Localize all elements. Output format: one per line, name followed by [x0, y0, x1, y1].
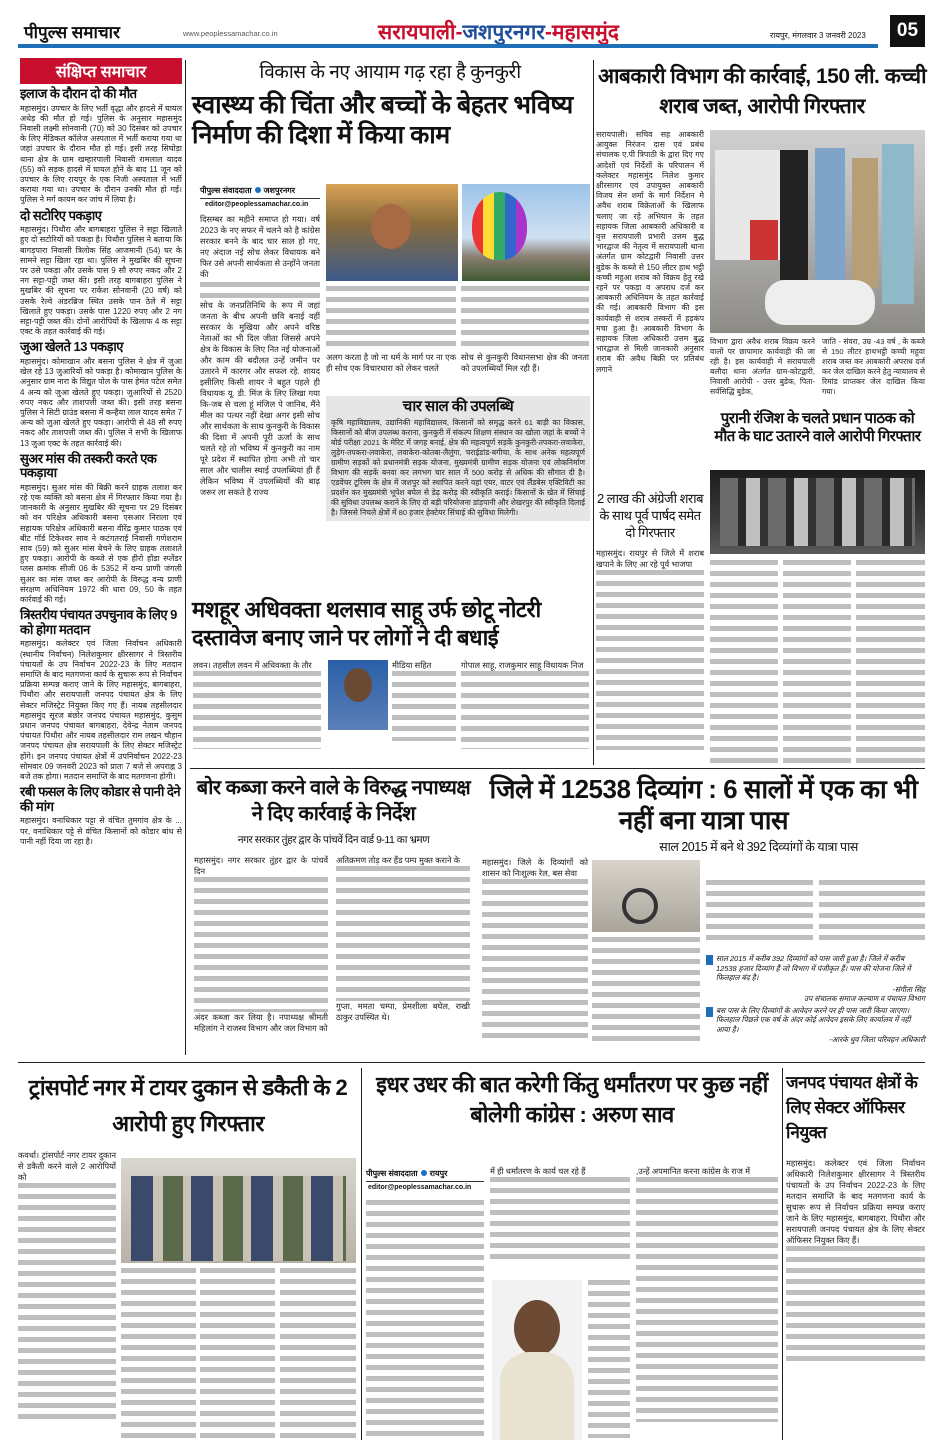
article-text: महासमुंद। नगर सरकार तुंहर द्वार के पांचवें दिन	[194, 856, 328, 876]
brief-headline: जुआ खेलते 13 पकड़ाए	[20, 339, 123, 355]
column-divider	[593, 60, 594, 765]
brief-body: महासमुंद। पिथौरा और बागबाहरा पुलिस ने सट्टा खिलाते हुए दो सटोरियों को पकड़ा है। पिथौरा पुलिस ने बताया कि बागड़पारा निवासी त्रिलोक सिंह आजमानी (54) घर के सामने सट्टा खिला रहा था। पुलिस ने मुखबिर की सूचना पर उसे पकड़ा और उसके पास 9 सौ रुपए नकद और 2 नग सट्टा-पट्टी जब्त की। इसी तरह बागबाहरा पुलिस ने मुखबिर की सूचना पर राकेश सोनवानी (20 वर्ष) को उसके रेल्वे अंडरब्रिज स्थित उसके पान ठेले में सट्टा खिलाते हुए पकड़ा। उसके पास 1220 रुपए और 2 नग सट्टा-पट्टी जब्त की। दोनों आरोपियों के खिलाफ 4 क सट्टा एक्ट के तहत कार्रवाई की गई।	[20, 225, 182, 337]
box-title: चार साल की उपलब्धि	[402, 398, 514, 415]
text-placeholder	[193, 671, 321, 749]
photo-caption: जाति - संवरा, उम्र -43 वर्ष , के कब्जे से 150 लीटर हाथभट्ठी कच्ची महुवा शराब जब्त कर आबकारी अपराध दर्ज कर जेल दाखिल करने हेतु न्यायालय से रिमांड प्राप्तकर जेल दाखिल किया गया।	[822, 337, 925, 396]
photo-caption: विभाग द्वारा अवैध शराब विक्रय करने वालों पर छापामार कार्यवाही की जा रही है। इस कार्यवाही मे सरायपाली बलौदा थाना अंतर्गत ग्राम-कोटद्वारी, निवासी आरोपी - उत्तर बुडेक, पिता- सर्वसिद्धि बुडेक,	[710, 337, 815, 396]
article-text: महासमुंद। रायपुर से जिले में शराब खपाने के लिए आ रहे पूर्व भाजपा	[596, 549, 704, 569]
article-body	[461, 660, 589, 749]
article-body	[200, 214, 320, 498]
newspaper-logo: पीपुल्स समाचार	[24, 23, 121, 42]
text-placeholder	[336, 866, 470, 1001]
byline	[366, 1168, 484, 1182]
photo-mla	[326, 184, 458, 281]
byline	[200, 185, 320, 199]
section-divider	[18, 1062, 925, 1063]
brief-headline: इलाज के दौरान दो की मौत	[20, 86, 137, 101]
bore-headline: बोर कब्जा करने वाले के विरुद्ध नपाध्यक्ष ने दिए कार्रवाई के निर्देश	[196, 777, 471, 825]
bore-subhead: नगर सरकार तुंहर द्वार के पांचवें दिन वार्ड 9-11 का भ्रमण	[237, 834, 430, 846]
edition-title	[378, 18, 619, 46]
article-body	[336, 855, 470, 1023]
photo-accused	[121, 1158, 356, 1263]
quote-text: साल 2015 में करीब 392 दिव्यांगों को पास जारी हुआ है। जिले में करीब 12538 हजार दिव्यांग हैं जो विभाग में पंजीकृत हैं। पास की योजना जिले में फिलहाल बंद है।	[716, 954, 911, 982]
article-text: ,उन्हें अपमानित करना कांग्रेस के राज में	[636, 1167, 751, 1176]
brief-body: महासमुंद। कलेक्टर एवं जिला निर्वाचन अधिकारी (स्थानीय निर्वाचन) निलेशकुमार क्षीरसागर ने त्रिस्तरीय पंचायतों के उप निर्वाचन 2022-23 के लिए मतदान समाप्ति के बाद मतगणना कार्य के सुचारू रूप से निर्वाचन प्रक्रिया सम्पन्न कराए जाने के लिए महासमुंद, बागबाहरा, पिथौरा और सरायपाली जनपद पंचायत क्षेत्र के लिए सेक्टर मजिस्ट्रेट नियुक्त किए गए हैं। नायब तहसीलदार महासमुंद सूरज बंछोर जनपद पंचायत महासमुंद, कुसुम प्रधान जनपद पंचायत बागबाहरा, देवेन्द्र नेताम जनपद पंचायत पिथौरा और नायब तहसीलदार राम लखन चौहान जनपद पंचायत क्षेत्र सरायपाली के लिए सेक्टर मजिस्ट्रेट होंगे। इन जनपद पंचायत क्षेत्रों में उपनिर्वाचन 2022-23 सोमवार 09 जनवरी 2023 को प्रातः 7 बजे से अपराह्न 3 बजे तक होगा। मतदान समाप्ति के बाद मतगणना होगी।	[20, 639, 182, 781]
text-placeholder	[856, 560, 925, 764]
dot-icon	[421, 1170, 427, 1176]
text-placeholder	[18, 1183, 116, 1423]
text-placeholder	[482, 879, 588, 1039]
text-placeholder	[200, 282, 320, 298]
text-placeholder	[326, 286, 456, 352]
byline-place: जशपुरनगर	[263, 186, 296, 195]
article-body	[194, 855, 328, 1034]
kunkuri-kicker: विकास के नए आयाम गढ़ रहा है कुनकुरी	[259, 62, 521, 83]
brief-item	[20, 785, 182, 847]
text-placeholder	[636, 1177, 778, 1422]
column-divider	[782, 1068, 783, 1440]
brief-column	[20, 58, 182, 847]
text-placeholder	[200, 1268, 275, 1438]
excise-headline: आबकारी विभाग की कार्रवाई, 150 ली. कच्ची शराब जब्त, आरोपी गिरफ्तार	[597, 65, 927, 118]
text-placeholder	[490, 1177, 630, 1265]
text-placeholder	[280, 1268, 356, 1438]
text-placeholder	[366, 1200, 484, 1438]
photo-balloon	[462, 184, 590, 281]
divyang-subhead: साल 2015 में बने थे 392 दिव्यांगों के यात्रा पास	[659, 840, 858, 854]
article-text: दिसम्बर का महीने समाप्त हो गया। वर्ष 2023 के नए सफर में चलने को है कांग्रेस सरकार बनने के बाद चार साल हो गए, नए अंदाज नई सोच लेकर विधायक बने फिर उसे अपनी सार्थकता से उन्होंने जनता की	[200, 215, 320, 279]
email-link[interactable]: editor@peoplessamachar.co.in	[205, 201, 309, 208]
brief-item	[20, 608, 182, 782]
brief-body: महासमुंद। वनाधिकार पट्टा से वंचित तुमगांव क्षेत्र के ... पर, वनाधिकार पट्टे से वंचित किसानों को कोडार बांध से पानी नहीं दिया जा रहा है।	[20, 816, 182, 846]
divyang-headline: जिले में 12538 दिव्यांग : 6 सालों में एक का भी नहीं बना यात्रा पास	[489, 774, 918, 835]
edition-title-part: -महासमुंद	[544, 21, 619, 44]
article-body	[326, 286, 456, 374]
quote-author: -आरके धुव जिला परिवहन अधिकारी	[829, 1035, 925, 1044]
article-text: लवन। तहसील लवन में अधिवक्ता के तौर	[193, 661, 312, 670]
article-text: मीडिया सहित	[392, 661, 432, 670]
dot-icon	[255, 187, 261, 193]
quote	[706, 1006, 925, 1035]
quote	[706, 954, 925, 983]
article-text: सोच से कुनकुरी विधानसभा क्षेत्र की जनता को उपलब्धियाँ मिल रही हैं।	[461, 353, 589, 373]
text-placeholder	[706, 880, 813, 946]
text-placeholder	[710, 560, 778, 764]
text-placeholder	[121, 1268, 196, 1438]
text-placeholder	[194, 877, 328, 1012]
photo-arrest	[710, 470, 925, 554]
liquor-headline: 2 लाख की अंग्रेजी शराब के साथ पूर्व पार्षद समेत दो गिरफ्तार	[596, 491, 704, 540]
article-text: कवर्धा। ट्रांसपोर्ट नगर टायर दुकान से डकैती करने वाले 2 आरोपियों को	[18, 1151, 116, 1182]
brief-item	[20, 452, 182, 606]
section-divider	[190, 768, 925, 769]
quote-role: उप संचालक समाज कल्याण व पंचायत विभाग	[804, 994, 925, 1003]
article-body: सरायपाली। सचिव सह आबकारी आयुक्त निरंजन दास एवं प्रबंध संचालक ए.पी त्रिपाठी के द्वारा दिए गए आदेशों एवं निर्देशों के परिपालन में कलेक्टर महासमुंद निलेश कुमार क्षीरसागर एवं उपायुक्त आबकारी विजय सेन शर्मा के मार्ग निर्देशन मे अवैध शराब विक्रेताओं के खिलाफ चलाए जा रहे अभियान के तहत सहायक जिला आबकारी अधिकारी व वृत्त सरायपाली प्रभारी उत्तम बुद्ध भारद्वाज की नेतृत्व में सरायपाली थाना अंतर्गत ग्राम कोटद्वारी निवासी उत्तर बुडेक के कब्जे से 150 लीटर हाथ भट्ठी कच्ची महुआ शराब को विक्रय हेतु रखे रहने पर पकड़ा व अपराध दर्ज कर आबकारी अधिनियम के तहत कार्रवाई की गई। आबकारी विभाग की इस कार्यवाही से शराब तस्करों में हड़कंप मचा हुआ है। आबकारी विभाग के सहायक जिला अधिकारी उत्तम बुद्ध भारद्वाज से मिली जानकारी अनुसार शराब की अवैध बिक्री पर प्रतिबंध लगाने	[596, 130, 704, 374]
article-body	[490, 1166, 630, 1265]
article-text: गुप्ता, ममता चम्पा, प्रेमशीला बघेल, राखी ठाकुर उपस्थित थे।	[336, 1002, 470, 1022]
byline-reporter: पीपुल्स संवाददाता	[200, 186, 252, 195]
brief-headline: त्रिस्तरीय पंचायत उपचुनाव के लिए 9 को होगा मतदान	[20, 607, 177, 637]
box-body: कृषि महाविद्यालय, उद्यानिकी महाविद्यालय, किसानों को समृद्ध करने 61 बाड़ी का विकास, किसानों को बीज उपलब्ध कराना, कुनकुरी में संकल्प शिक्षण संस्थान का खोला जहां के बच्चों ने बोर्ड परीक्षा 2021 के मेरिट में जगह बनाई, क्षेत्र की महत्वपूर्ण सड़कें कुनकुरी-तपकरा-लवाकेरा, लुड़ेग-तपकरा-लवाकेरा, लवाकेरा-कोतबा-लैलुंगा, चराईडांड-बगीचा, के साथ अनेक महत्वपूर्ण ग्रामीण सड़कों को प्रधानमंत्री सड़क योजना, मुख्यमंत्री ग्रामीण सड़क योजना एवं लोकनिर्माण विभाग की सड़कें बनवा कर लगभग चार साल में 500 करोड़ से अधिक की सौगात दी है। एडवेंचर टूरिस्म के क्षेत्र में जशपुर को स्थापित करने वहां एयर, वाटर एवं लैंडबेस एक्टिविटी का प्रदर्शन कर मुख्यमंत्री भूपेश बघेल से डेढ़ करोड़ की स्वीकृति कराई। किसानों के खेत में सिंचाई की सुविधा उपलब्ध कराने के लिए दो बड़ी परियोजना डांड़पानी और शेखरपुर की स्वीकृति दिलाई है। जिससे निचले क्षेत्रों में 80 हजार हेक्टेयर सिंचाई की सुविधा मिलेगी।	[331, 417, 585, 517]
photo-excise-raid	[710, 130, 925, 333]
edition-title-part: जशपुरनगर	[462, 21, 545, 44]
article-text: गोपाल साहू, राजकुमार साहू विधायक निज	[461, 661, 584, 670]
achievements-box	[326, 396, 590, 521]
quote-box	[706, 954, 925, 1045]
quote-icon	[706, 1007, 713, 1017]
text-placeholder	[592, 937, 700, 1047]
text-placeholder	[819, 880, 925, 946]
notary-headline: मशहूर अधिवक्ता थलसाव साहू उर्फ छोटू नोटरी दस्तावेज बनाए जाने पर लोगों ने दी बधाई	[192, 597, 541, 650]
brief-headline: रबी फसल के लिए कोडार से पानी देने की मांग	[20, 784, 181, 814]
quote-text: बस पास के लिए दिव्यांगों के आवेदन करने पर ही पास जारी किया जाएगा। फिलहाल पिछले एक वर्ष के अंदर कोई आवेदन इसके लिए कार्यालय में नहीं आया है।	[716, 1005, 911, 1034]
email-link[interactable]: editor@peoplessamachar.co.in	[368, 1184, 472, 1191]
brief-body: महासमुंद। उपचार के लिए भर्ती वृद्धा और हादसे में घायल अधेड़ की मौत हो गई। पुलिस के अनुसार महासमुंद निवासी लक्ष्मी सोनवानी (70) को 30 दिसंबर को उपचार के लिए मेडिकल कॉलेज अस्पताल में भर्ती कराया गया था जहां उपचार के दौरान मौत हो गई। इसी तरह सिघोड़ा थाना क्षेत्र के ग्राम खम्हारपाली निवासी रामलाल यादव (55) को सड़क हादसे में घायल होने के बाद 11 जून को उपचार के लिए रायपुर के एक निजी अस्पताल में भर्ती कराया गया था। उपचार के दौरान उनकी मौत हो गई। पुलिस ने मर्ग कायम कर जांच में लिया है।	[20, 103, 182, 205]
transport-headline: ट्रांसपोर्ट नगर में टायर दुकान से डकैती के 2 आरोपी हुए गिरफ्तार	[28, 1075, 348, 1136]
article-text: में ही धर्मांतरण के कार्य चल रहे हैं	[490, 1167, 586, 1176]
article-body	[461, 286, 589, 374]
photo-arun-sao	[492, 1280, 582, 1440]
brief-item	[20, 209, 182, 338]
article-text: अंदर कब्जा कर लिया है। नपाध्यक्ष श्रीमती महिलांग ने राजस्व विभाग और जल विभाग को	[194, 1013, 328, 1033]
article-text: महासमुंद। कलेक्टर एवं जिला निर्वाचन अधिकारी निलेशकुमार क्षीरसागर ने त्रिस्तरीय पंचायतों के उप निर्वाचन 2022-23 के लिए मतदान समाप्ति के बाद मतगणना कार्य के सुचारू रूप से निर्वाचन प्रक्रिया सम्पन्न कराए जाने के लिए महासमुंद, बागबाहरा, पिथौरा और सरायपाली जनपद पंचायत क्षेत्र के लिए सेक्टर ऑफिसर नियुक्त किए हैं।	[786, 1159, 925, 1245]
masthead	[18, 10, 925, 48]
kunkuri-headline: स्वास्थ्य की चिंता और बच्चों के बेहतर भविष्य निर्माण की दिशा में किया काम	[192, 91, 573, 149]
murder-headline: पुरानी रंजिश के चलते प्रधान पाठक को मौत के घाट उतारने वाले आरोपी गिरफ्तार	[714, 410, 921, 445]
brief-banner: संक्षिप्त समाचार	[20, 58, 182, 84]
text-placeholder	[392, 671, 456, 741]
page-number: 05	[890, 15, 925, 47]
photo-advocate	[328, 660, 388, 730]
masthead-rule	[18, 44, 878, 48]
article-text: सोच के जनप्रतिनिधि के रूप में जहां जनता के बीच अपनी छवि बनाई वहीं सरकार के मुखिया और अपने वरिष्ठ नेताओं का भी दिल जीता जिससे अपने क्षेत्र के विकास के लिए नित नई योजनाओं और काम की बदौलत उन्हें जमीन पर उतारने में कारगर और सफल रहे. शायद इसीलिए किसी शायर ने बहुत पहले ही विधायक यू. डी. मिंज के लिए लिखा गया कि-जब से चला हूं मंजिल पे जानिब, मैंने मील का पत्थर नहीं देखा अगर इसी सोच और सार्थकता के साथ कुनकुरी के विकास की दिशा में अपनी पूरी ऊर्जा के साथ चलते रहे तो भविष्य में कुनकुरी का नाम पूरे प्रदेश में स्थापित होगा अभी तो चार साल और चालीस स्थाई उपलब्धियां ही हैं लेकिन भविष्य में उपलब्धियों की बाढ़ जरूर ला सकते है राज्य	[200, 301, 321, 497]
issue-date: रायपुर, मंगलवार 3 जनवरी 2023	[770, 31, 866, 40]
arun-headline: इधर उधर की बात करेगी किंतु धर्मांतरण पर कुछ नहीं बोलेगी कांग्रेस : अरुण साव	[376, 1072, 768, 1127]
article-body	[482, 857, 588, 1039]
brief-body: महासमुंद। सुअर मांस की बिक्री करने ग्राहक तलाश कर रहे एक व्यक्ति को बसना क्षेत्र में गिरफ्तार किया गया है। जानकारी के अनुसार मुखबिर की सूचना पर 29 दिसंबर को वन परिक्षेत्र अधिकारी बसना एसआर निराला एवं सहायक परिक्षेत्र अधिकारी बसना वीरेंद्र कुमार पाठक एवं बीट गॉर्ड टिकेश्वर साव ने कटंगतराई निवासी गणेशराम साव (59) को सुअर मांस बेचने के लिए ग्राहक तलाशते हुए पकड़ा। आरोपी के कब्जे से एक हीरो होंडा स्प्लेंडर प्लस क्रमांक सीजी 06 के 5352 में वन्य प्राणी जंगली सुअर का मांस जब्त कर आरोपी के विरुद्ध वन्य प्राणी संरक्षण अधिनियम 1972 की धारा 09, 50 के तहत कार्रवाई की गई।	[20, 482, 182, 605]
photo-wheelchair	[592, 860, 700, 932]
brief-item	[20, 87, 182, 206]
article-body	[636, 1166, 778, 1422]
article-text: अलग करता है जो ना धर्म के मार्ग पर ना एक ही सोच एक विचारधारा को लेकर चलते	[326, 353, 456, 373]
text-placeholder	[588, 1280, 630, 1438]
column-divider	[361, 1068, 362, 1440]
website-url: www.peoplessamachar.co.in	[183, 29, 278, 38]
column-divider	[185, 60, 186, 1055]
article-text: अतिक्रमण तोड़ कर हैंड पम्प मुक्त कराने के	[336, 856, 461, 865]
byline-place: रायपुर	[429, 1169, 448, 1178]
text-placeholder	[461, 671, 589, 749]
brief-item	[20, 340, 182, 448]
article-body	[392, 660, 456, 741]
text-placeholder	[783, 560, 851, 764]
sector-headline: जनपद पंचायत क्षेत्रों के लिए सेक्टर ऑफिसर नियुक्त	[786, 1073, 918, 1142]
brief-body: महासमुंद। कोमाखान और बसना पुलिस ने क्षेत्र में जुआ खेल रहे 13 जुआरियों को पकड़ा है। कोमाखान पुलिस के अनुसार ग्राम नारा के विद्युत पोल के पास हेमंत पटेल समेत 4 अन्य को जुआ खेलते हुए पकड़ा। जुआरियों से 2520 रुपए नकद और ताशपत्ती जब्त की। इसी तरह बसना पुलिस ने सिटी ग्राउंड बसना में कन्हैया लाल यादव समेत 7 अन्य को जुआ खेलते हुए पकड़ा। आरोपी से 48 सौ रुपए नकद और ताशपत्ती जब्त की। पुलिस ने सभी के खिलाफ 13 जुआ एक्ट के तहत कार्रवाई की।	[20, 356, 182, 448]
article-body	[596, 548, 704, 750]
brief-headline: दो सटोरिए पकड़ाए	[20, 207, 102, 223]
article-body	[193, 660, 321, 749]
text-placeholder	[786, 1246, 925, 1366]
edition-title-part: सरायपाली-	[378, 21, 463, 44]
article-text: महासमुंद। जिले के दिव्यांगों को शासन को निःशुल्क रेल, बस सेवा	[482, 858, 588, 878]
text-placeholder	[596, 570, 704, 750]
byline-reporter: पीपुल्स संवाददाता	[366, 1169, 418, 1178]
quote-icon	[706, 955, 713, 965]
article-body	[18, 1150, 116, 1423]
quote-author: -संगीता सिंह	[892, 984, 925, 994]
article-body	[786, 1158, 925, 1366]
brief-headline: सुअर मांस की तस्करी करते एक पकड़ाया	[20, 450, 157, 481]
text-placeholder	[461, 286, 589, 352]
